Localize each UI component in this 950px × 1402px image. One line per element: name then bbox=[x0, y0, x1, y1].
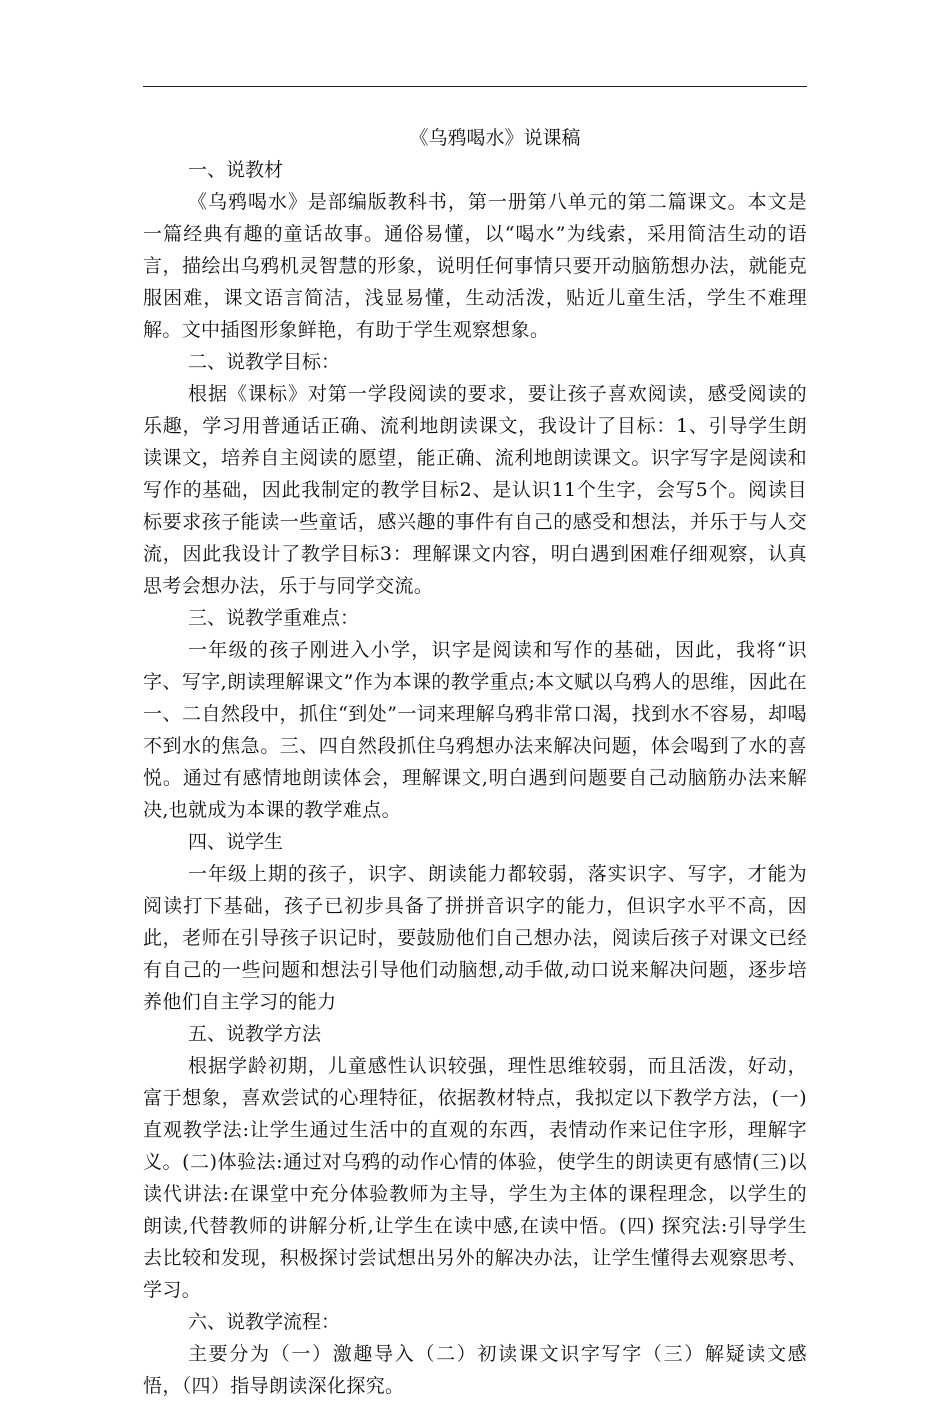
section-heading: 一、说教材 bbox=[188, 159, 284, 181]
header-rule bbox=[143, 86, 807, 87]
document-title: 《乌鸦喝水》说课稿 bbox=[409, 127, 581, 149]
section-heading: 五、说教学方法 bbox=[188, 1023, 322, 1045]
section-body: 一年级的孩子刚进入小学，识字是阅读和写作的基础，因此，我将“识字、写字,朗读理解课文”作为本课的教学重点;本文赋以乌鸦人的思维，因此在一、二自然段中，抓住“到处”一词来理解乌鸦非常口渴，找到水不容易，却喝不到水的焦急。三、四自然段抓住乌鸦想办法来解决问题，体会喝到了水的喜悦。通过有感情地朗读体会，理解课文,明白遇到问题要自己动脑筋办法来解决,也就成为本课的教学难点。 bbox=[143, 639, 807, 821]
section-students bbox=[143, 826, 807, 1018]
section-body: 一年级上期的孩子，识字、朗读能力都较弱，落实识字、写字，才能为阅读打下基础，孩子已初步具备了拼拼音识字的能力，但识字水平不高，因此，老师在引导孩子识记时，要鼓励他们自己想办法，阅读后孩子对课文已经有自己的一些问题和想法引导他们动脑想,动手做,动口说来解决问题，逐步培养他们自主学习的能力 bbox=[143, 863, 807, 1013]
section-heading: 三、说教学重难点： bbox=[188, 607, 360, 629]
section-key-difficulties bbox=[143, 602, 807, 826]
section-body: 《乌鸦喝水》是部编版教科书，第一册第八单元的第二篇课文。本文是一篇经典有趣的童话故事。通俗易懂，以“喝水”为线索，采用简洁生动的语言，描绘出乌鸦机灵智慧的形象，说明任何事情只要开动脑筋想办法，就能克服困难，课文语言简洁，浅显易懂，生动活泼，贴近儿童生活，学生不难理解。文中插图形象鲜艳，有助于学生观察想象。 bbox=[143, 191, 807, 341]
section-teaching-material bbox=[143, 154, 807, 346]
section-heading: 二、说教学目标： bbox=[188, 351, 341, 373]
section-teaching-process bbox=[143, 1306, 807, 1402]
section-heading: 四、说学生 bbox=[188, 831, 284, 853]
section-teaching-goals bbox=[143, 346, 807, 602]
section-body: 主要分为（一）激趣导入（二）初读课文识字写字（三）解疑读文感悟，（四）指导朗读深化探究。 bbox=[143, 1343, 807, 1397]
section-heading: 六、说教学流程： bbox=[188, 1311, 341, 1333]
section-body: 根据《课标》对第一学段阅读的要求，要让孩子喜欢阅读，感受阅读的乐趣，学习用普通话正确、流利地朗读课文，我设计了目标：1、引导学生朗读课文，培养自主阅读的愿望，能正确、流利地朗读课文。识字写字是阅读和写作的基础，因此我制定的教学目标2、是认识11个生字，会写5个。阅读目标要求孩子能读一些童话，感兴趣的事件有自己的感受和想法，并乐于与人交流，因此我设计了教学目标3：理解课文内容，明白遇到困难仔细观察，认真思考会想办法，乐于与同学交流。 bbox=[143, 383, 807, 597]
section-teaching-methods bbox=[143, 1018, 807, 1306]
section-body: 根据学龄初期，儿童感性认识较强，理性思维较弱，而且活泼，好动，富于想象，喜欢尝试的心理特征，依据教材特点，我拟定以下教学方法，(一)直观教学法:让学生通过生活中的直观的东西，表情动作来记住字形，理解字义。(二)体验法:通过对乌鸦的动作心情的体验，使学生的朗读更有感情(三)以读代讲法:在课堂中充分体验教师为主导，学生为主体的课程理念，以学生的朗读,代替教师的讲解分析,让学生在读中感,在读中悟。(四) 探究法:引导学生去比较和发现，积极探讨尝试想出另外的解决办法，让学生懂得去观察思考、学习。 bbox=[143, 1055, 807, 1301]
document-page bbox=[143, 122, 807, 1402]
